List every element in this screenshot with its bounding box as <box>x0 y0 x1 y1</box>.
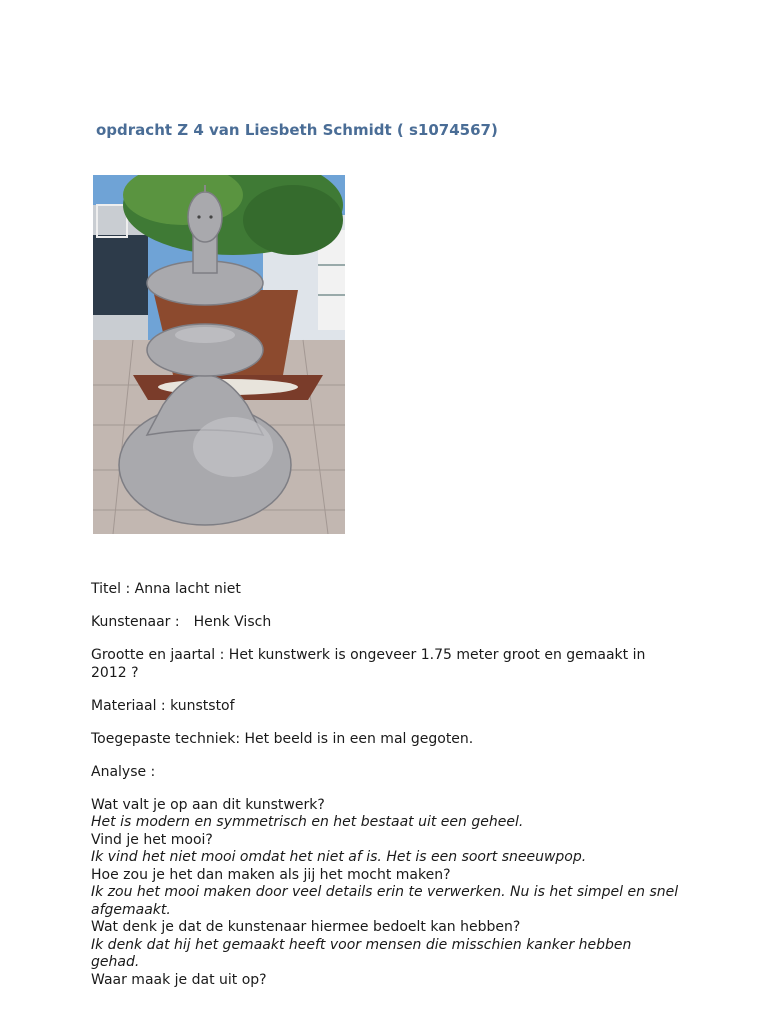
answer: Ik denk dat hij het gemaakt heeft voor mensen die misschien kanker hebben gehad. <box>91 936 632 970</box>
artist-line <box>91 614 681 632</box>
document-body <box>91 581 681 989</box>
size-year-line: Grootte en jaartal : Het kunstwerk is ongeveer 1.75 meter groot en gemaakt in 2012 ? <box>91 647 646 681</box>
question: Hoe zou je het dan maken als jij het mocht maken? <box>91 866 451 883</box>
document-heading: opdracht Z 4 van Liesbeth Schmidt ( s1074567) <box>96 121 498 139</box>
question: Wat denk je dat de kunstenaar hiermee bedoelt kan hebben? <box>91 919 521 935</box>
question: Wat valt je op aan dit kunstwerk? <box>91 796 325 813</box>
sculpture-photo <box>93 175 345 534</box>
question: Vind je het mooi? <box>91 831 213 848</box>
material-line: Materiaal : kunststof <box>91 697 235 714</box>
artist-label: Kunstenaar : <box>91 614 180 630</box>
answer: Het is modern en symmetrisch en het bestaat uit een geheel. <box>91 814 524 830</box>
answer: Ik zou het mooi maken door veel details erin te verwerken. Nu is het simpel en snel afgemaakt. <box>91 884 679 918</box>
question: Waar maak je dat uit op? <box>91 971 267 988</box>
technique-line: Toegepaste techniek: Het beeld is in een mal gegoten. <box>91 730 474 747</box>
answer: Ik vind het niet mooi omdat het niet af is. Het is een soort sneeuwpop. <box>91 849 587 865</box>
question-answer-list <box>91 797 681 990</box>
artist-value: Henk Visch <box>193 614 272 630</box>
analysis-heading: Analyse : <box>91 763 156 780</box>
title-line: Titel : Anna lacht niet <box>91 581 241 597</box>
